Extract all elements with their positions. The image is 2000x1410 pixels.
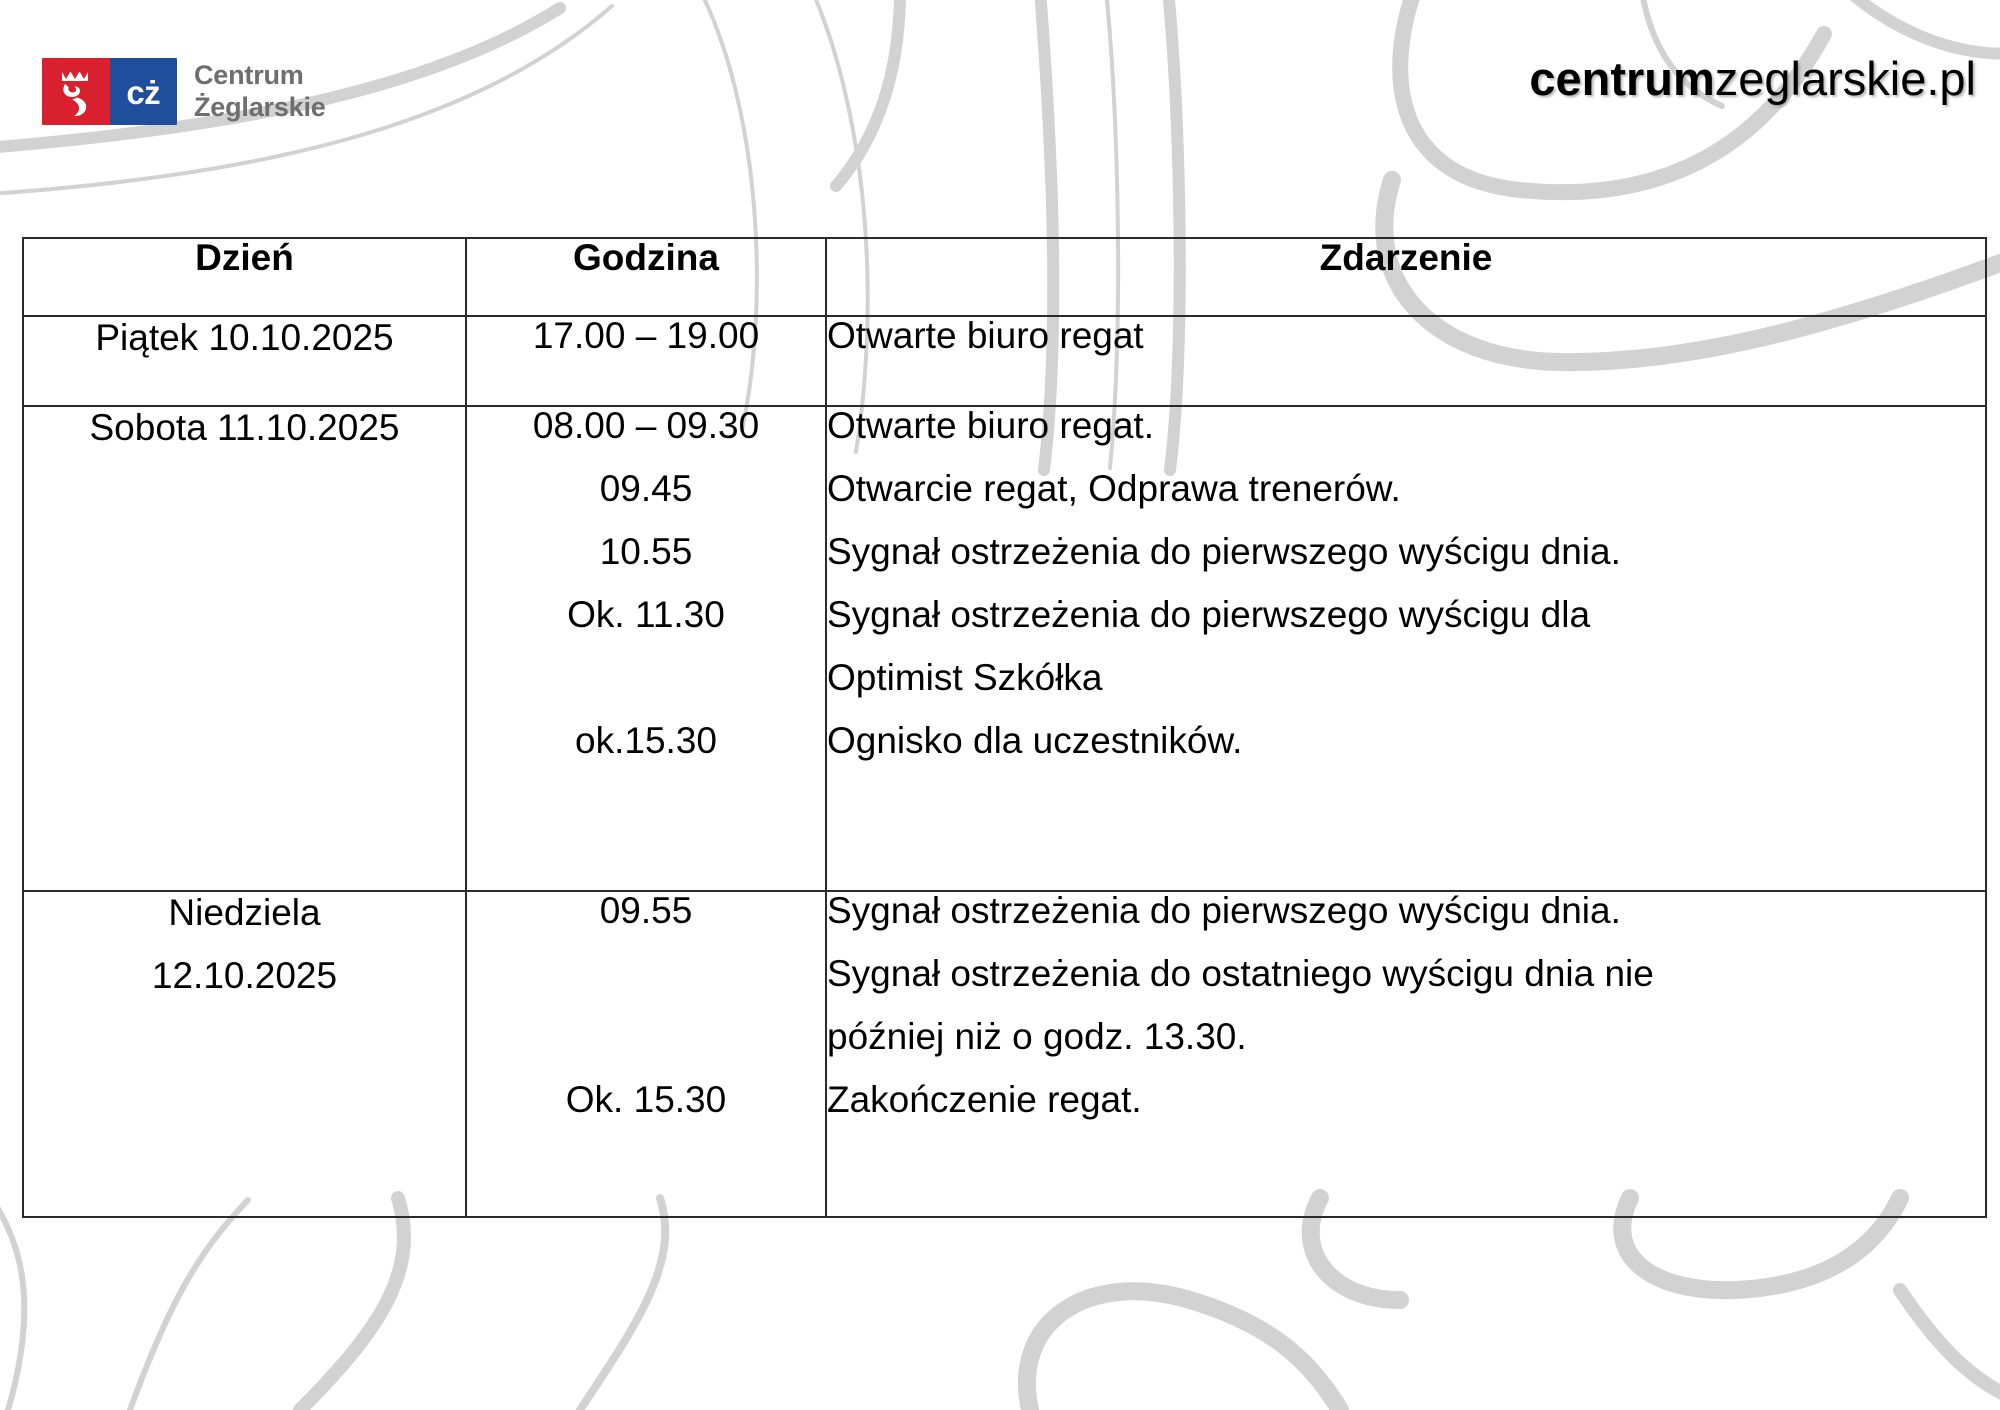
event-line: Otwarcie regat, Odprawa trenerów.: [827, 468, 1401, 509]
time-line: 08.00 – 09.30: [532, 405, 760, 446]
event-line: Zakończenie regat.: [827, 1079, 1142, 1120]
brand-wordmark-line2: Żeglarskie: [194, 91, 326, 122]
table-row: [23, 891, 1986, 1217]
event-line: Otwarte biuro regat.: [827, 405, 1154, 446]
column-header-day: Dzień: [23, 238, 466, 316]
event-line: Optimist Szkółka: [827, 657, 1103, 698]
cell-day: [23, 316, 466, 406]
brand-mark: [42, 58, 177, 125]
cell-event: [826, 891, 1986, 1217]
event-line: Sygnał ostrzeżenia do pierwszego wyścigu dla: [827, 594, 1591, 635]
time-line: 10.55: [599, 531, 693, 572]
time-line: ok.15.30: [575, 720, 717, 761]
table-row: [23, 406, 1986, 891]
time-line: 17.00 – 19.00: [532, 315, 760, 356]
event-line: Sygnał ostrzeżenia do ostatniego wyścigu dnia nie: [827, 953, 1654, 994]
site-url-bold-part: centrum: [1529, 52, 1715, 105]
schedule-table-container: [22, 237, 1987, 1218]
column-header-event: Zdarzenie: [826, 238, 1986, 316]
brand-logo: [42, 58, 326, 125]
brand-mark-blue-panel: [110, 58, 178, 125]
cell-time: [466, 891, 826, 1217]
site-url-light-part: zeglarskie.pl: [1714, 52, 1976, 105]
schedule-table: [22, 237, 1987, 1218]
event-line: Sygnał ostrzeżenia do pierwszego wyścigu dnia.: [827, 890, 1621, 931]
time-line: 09.55: [599, 890, 693, 931]
cell-time: [466, 406, 826, 891]
table-header-row: [23, 238, 1986, 316]
site-url: [1529, 52, 1976, 105]
time-line: Ok. 11.30: [567, 594, 725, 635]
day-line: 12.10.2025: [151, 955, 338, 996]
poznan-crest-icon: [53, 66, 99, 118]
event-line: później niż o godz. 13.30.: [827, 1016, 1247, 1057]
table-row: [23, 316, 1986, 406]
brand-wordmark: [194, 60, 326, 124]
brand-mark-red-panel: [42, 58, 110, 125]
time-line: Ok. 15.30: [565, 1079, 727, 1120]
event-line: Ognisko dla uczestników.: [827, 720, 1243, 761]
event-line: Sygnał ostrzeżenia do pierwszego wyścigu dnia.: [827, 531, 1621, 572]
day-line: Piątek 10.10.2025: [95, 317, 394, 358]
time-line: 09.45: [599, 468, 693, 509]
column-header-time: Godzina: [466, 238, 826, 316]
brand-wordmark-line1: Centrum: [194, 59, 304, 90]
cell-time: [466, 316, 826, 406]
cell-day: [23, 891, 466, 1217]
day-line: Sobota 11.10.2025: [89, 407, 400, 448]
event-line: Otwarte biuro regat: [827, 315, 1144, 356]
cell-event: [826, 406, 1986, 891]
brand-mark-initials: cż: [126, 74, 161, 111]
cell-event: [826, 316, 1986, 406]
cell-day: [23, 406, 466, 891]
page-header: [0, 0, 2000, 200]
day-line: Niedziela: [168, 892, 321, 933]
